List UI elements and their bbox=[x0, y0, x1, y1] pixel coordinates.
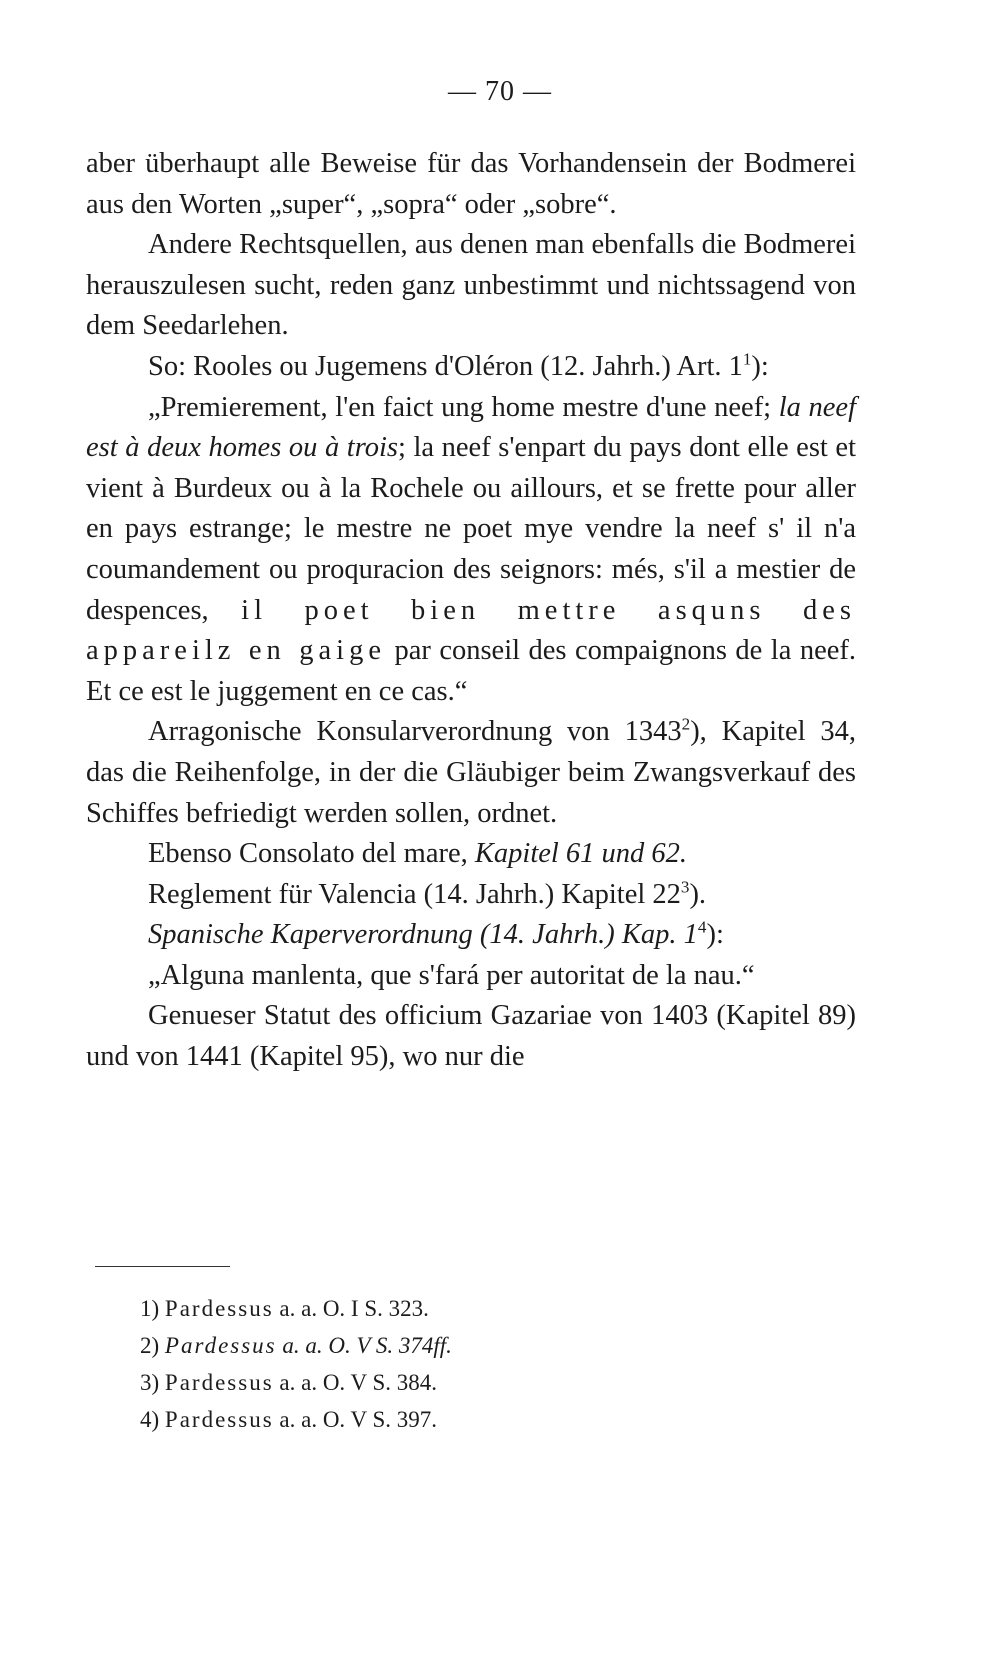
spaced-text: il poet bien mettre asquns des appareilz en gaige bbox=[86, 594, 856, 667]
footnote-marker: 2 bbox=[681, 714, 691, 734]
paragraph-text: Genueser Statut des officium Gazariae von 1403 (Kapitel 89) und von 1441 (Kapitel 95), wo nur die bbox=[86, 1000, 856, 1073]
footnote bbox=[140, 1290, 740, 1327]
page-number: — 70 — bbox=[448, 76, 552, 107]
quotation bbox=[86, 956, 856, 997]
paragraph-text: Andere Rechtsquellen, aus denen man ebenfalls die Bodmerei herauszulesen sucht, reden ganz unbestimmt und nichtssagend von dem Seedarlehen. bbox=[86, 229, 856, 342]
footnote-reference: a. a. O. V S. 397. bbox=[279, 1407, 438, 1432]
footnote-marker: 4 bbox=[697, 917, 707, 937]
footnote-number: 3) bbox=[140, 1370, 160, 1395]
paragraph bbox=[86, 996, 856, 1077]
paragraph-text: So: Rooles ou Jugemens d'Oléron (12. Jahrh.) Art. 1 bbox=[148, 350, 743, 382]
footnotes bbox=[140, 1290, 740, 1438]
paragraph bbox=[86, 712, 856, 834]
paragraph-text: ): bbox=[706, 919, 724, 951]
footnote-author: Pardessus bbox=[164, 1407, 274, 1432]
body-text bbox=[86, 144, 856, 1078]
footnote-number: 1) bbox=[140, 1296, 160, 1321]
paragraph bbox=[86, 834, 856, 875]
quotation-text: „Premierement, l'en faict ung home mestre d'une neef; bbox=[148, 391, 779, 423]
footnote-marker: 3 bbox=[680, 877, 690, 897]
paragraph-text: Reglement für Valencia (14. Jahrh.) Kapitel 22 bbox=[148, 878, 681, 910]
paragraph-text: ), Kapitel 34, das die Reihenfolge, in der die Gläubiger beim Zwangsverkauf des Schiffes befriedigt werden sollen, ordnet. bbox=[86, 716, 856, 829]
paragraph bbox=[86, 875, 856, 916]
footnote-number: 4) bbox=[140, 1407, 160, 1432]
paragraph bbox=[86, 347, 856, 388]
footnote bbox=[140, 1364, 740, 1401]
quotation-text: „Alguna manlenta, que s'fará per autoritat de la nau.“ bbox=[148, 959, 755, 991]
footnote-author: Pardessus bbox=[164, 1296, 274, 1321]
italic-text: Spanische Kaperverordnung (14. Jahrh.) Kap. 1 bbox=[148, 919, 698, 951]
paragraph bbox=[86, 225, 856, 347]
italic-text: la neef est à deux homes ou à trois bbox=[86, 391, 856, 464]
footnote-reference: a. a. O. V S. 384. bbox=[279, 1370, 438, 1395]
italic-text: Kapitel 61 und 62. bbox=[474, 838, 688, 870]
footnote bbox=[140, 1401, 740, 1438]
footnote-number: 2) bbox=[140, 1333, 160, 1358]
paragraph-text: ): bbox=[751, 350, 769, 382]
footnote-author: Pardessus bbox=[164, 1333, 277, 1358]
paragraph-text: Ebenso Consolato del mare, bbox=[148, 838, 475, 870]
quotation-text: ; la neef s'enpart du pays dont elle est et vient à Burdeux ou à la Rochele ou aillours, et se frette pour aller en pays estrange; le mestre ne poet mye vendre la neef s' il n'a coumandement ou proquracion des seignors: més, s'il a mestier de despences, bbox=[86, 432, 856, 626]
footnote-marker: 1 bbox=[742, 349, 752, 369]
footnote bbox=[140, 1327, 740, 1364]
footnote-author: Pardessus bbox=[164, 1370, 274, 1395]
paragraph-text: ). bbox=[689, 878, 707, 910]
footnote-reference: a. a. O. I S. 323. bbox=[279, 1296, 429, 1321]
quotation bbox=[86, 388, 856, 713]
paragraph bbox=[86, 915, 856, 956]
paragraph-text: Arragonische Konsularverordnung von 1343 bbox=[148, 716, 682, 748]
footnote-divider bbox=[95, 1266, 230, 1267]
paragraph bbox=[86, 144, 856, 225]
paragraph-text: aber überhaupt alle Beweise für das Vorhandensein der Bodmerei aus den Worten „super“, „sopra“ oder „sobre“. bbox=[86, 148, 856, 220]
footnote-reference: a. a. O. V S. 374ff. bbox=[282, 1333, 452, 1358]
quotation-text: par conseil des compaignons de la neef. Et ce est le juggement en ce cas.“ bbox=[86, 635, 856, 707]
